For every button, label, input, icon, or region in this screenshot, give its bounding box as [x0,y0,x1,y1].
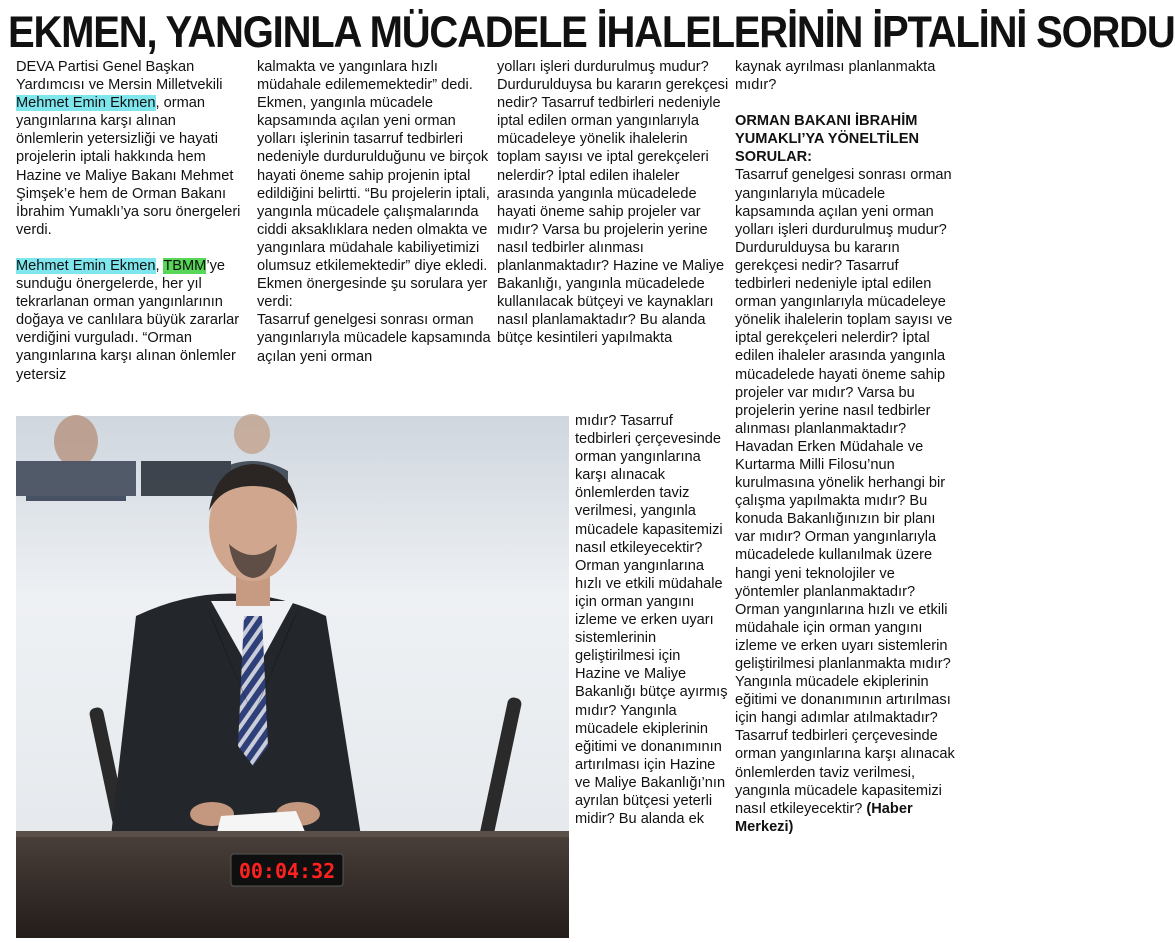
timer-text: 00:04:32 [238,859,336,883]
column-2-text-b: Tasarruf genelgesi sonrası orman yangınlarıyla mücadele kapsamında açılan yeni orman [257,312,491,365]
question-list-text [735,166,955,835]
highlight-tbmm: TBMM [163,257,207,274]
article-column-2 [257,58,491,414]
paragraph-gap [16,239,244,257]
highlight-name-2: Mehmet Emin Ekmen [16,257,156,274]
subheading: ORMAN BAKANI İBRAHİM YUMAKLI’YA YÖNELTİLEN SORULAR: [735,113,920,166]
article-column-3 [497,58,729,414]
speaker-photo-illustration [16,416,569,938]
second-paragraph [16,257,244,384]
highlight-name: Mehmet Emin Ekmen [16,95,156,112]
credit-line: (Haber Merkezi) [735,800,913,835]
article-column-4 [735,58,955,938]
lead-text-cont: , orman yangınlarına karşı alınan önlemlerin yetersizliği ve hayati projelerin iptali hakkında hem Hazine ve Maliye Bakanı Mehmet Şimşek’e hem de Orman Bakanı İbrahim Yumaklı’ya soru önergeleri verdi. [16,95,241,238]
lead-text: DEVA Partisi Genel Başkan Yardımcısı ve Mersin Milletvekili [16,59,223,94]
second-paragraph-text: ’ye sunduğu önergelerde, her yıl tekrarlanan orman yangınlarının doğaya ve canlılara büyük zararlar verdiğini vurguladı. “Orman yangınlarına karşı alınan önlemler yetersiz [16,257,240,383]
column-2-text: kalmakta ve yangınlara hızlı müdahale edilememektedir” dedi. Ekmen, yangınla mücadele kapsamında açılan yeni orman yolları işlerinin tasarruf tedbirleri nedeniyle durdurulduğunu ve birçok hayati öneme sahip projenin iptal edildiğini belirtti. “Bu projelerin iptali, yangınla mücadele çalışmalarında ciddi aksaklıklara neden olmakta ve yangınlara müdahale kabiliyetimizi olumsuz etkilemektedir” diye ekledi. Ekmen önergesinde şu sorulara yer verdi: [257,59,490,311]
column-3-text-b: mıdır? Tasarruf tedbirleri çerçevesinde orman yangınlarına karşı alınacak önlemlerden taviz verilmesi, yangınla mücadele kapasitemizi nasıl etkileyecektir? Orman yangınlarına hızlı ve etkili müdahale için orman yangını izleme ve erken uyarı sistemlerinin geliştirilmesi için Hazine ve Maliye Bakanlığı bütçe ayırmış mıdır? Yangınla mücadele ekiplerinin eğitimi ve donanımının artırılması için Hazine ve Maliye Bakanlığı’nın ayrılan bütçesi yeterli midir? Bu alanda ek [575,413,728,828]
lead-paragraph [16,58,244,239]
column-3-text: yolları işleri durdurulmuş mudur? Durdurulduysa bu kararın gerekçesi nedir? Tasarruf tedbirleri nedeniyle iptal edilen orman yangınlarıyla mücadeleye yönelik ihalelerin toplam sayısı ve iptal gerekçeleri nelerdir? İptal edilen ihaleler arasında yangınla mücadelede hayati öneme sahip projeler var mıdır? Varsa bu projelerin yerine nasıl tedbirler alınması planlanmaktadır? Hazine ve Maliye Bakanlığı, yangınla mücadelede kullanılacak bütçeyi ve kaynakları nasıl planlamaktadır? Bu alanda bütçe kesintileri yapılmakta [497,59,729,347]
timer-display [231,854,343,886]
article-column-3-wrap [575,412,729,937]
article-column-1 [16,58,244,414]
speaker-photo [16,416,569,938]
column-4-text: kaynak ayrılması planlanmakta mıdır? [735,59,936,94]
headline: EKMEN, YANGINLA MÜCADELE İHALELERİNİN İPTALİNİ SORDU [8,7,1175,57]
questions-text: Tasarruf genelgesi sonrası orman yangınlarıyla mücadele kapsamında açılan yeni orman yolları işleri durdurulmuş mudur? Durdurulduysa bu kararın gerekçesi nedir? Tasarruf tedbirleri nedeniyle iptal edilen orman yangınlarıyla mücadeleye yönelik ihalelerin toplam sayısı ve iptal gerekçeleri nelerdir? İptal edilen ihaleler arasında yangınla mücadelede hayati öneme sahip projeler var mıdır? Varsa bu projelerin yerine nasıl tedbirler alınması planlanmaktadır? Havadan Erken Müdahale ve Kurtarma Milli Filosu’nun kurulmasına yönelik herhangi bir çalışma yapılmakta mıdır? Bu konuda Bakanlığınızın bir planı var mıdır? Orman yangınlarıyla mücadelede kullanılmak üzere hangi yeni teknolojiler ve yöntemler planlanmaktadır? Orman yangınlarına hızlı ve etkili müdahale için orman yangını izleme ve erken uyarı sistemlerin geliştirilmesi planlanmakta mıdır? Yangınla mücadele ekiplerinin eğitimi ve donanımının artırılması için hangi adımlar atılmaktadır? Tasarruf tedbirleri çerçevesinde orman yangınlarına karşı alınacak önlemlerden taviz verilmesi, yangınla mücadele kapasitemizi nasıl etkileyecektir? [735,167,955,817]
separator-text: , [155,257,164,274]
